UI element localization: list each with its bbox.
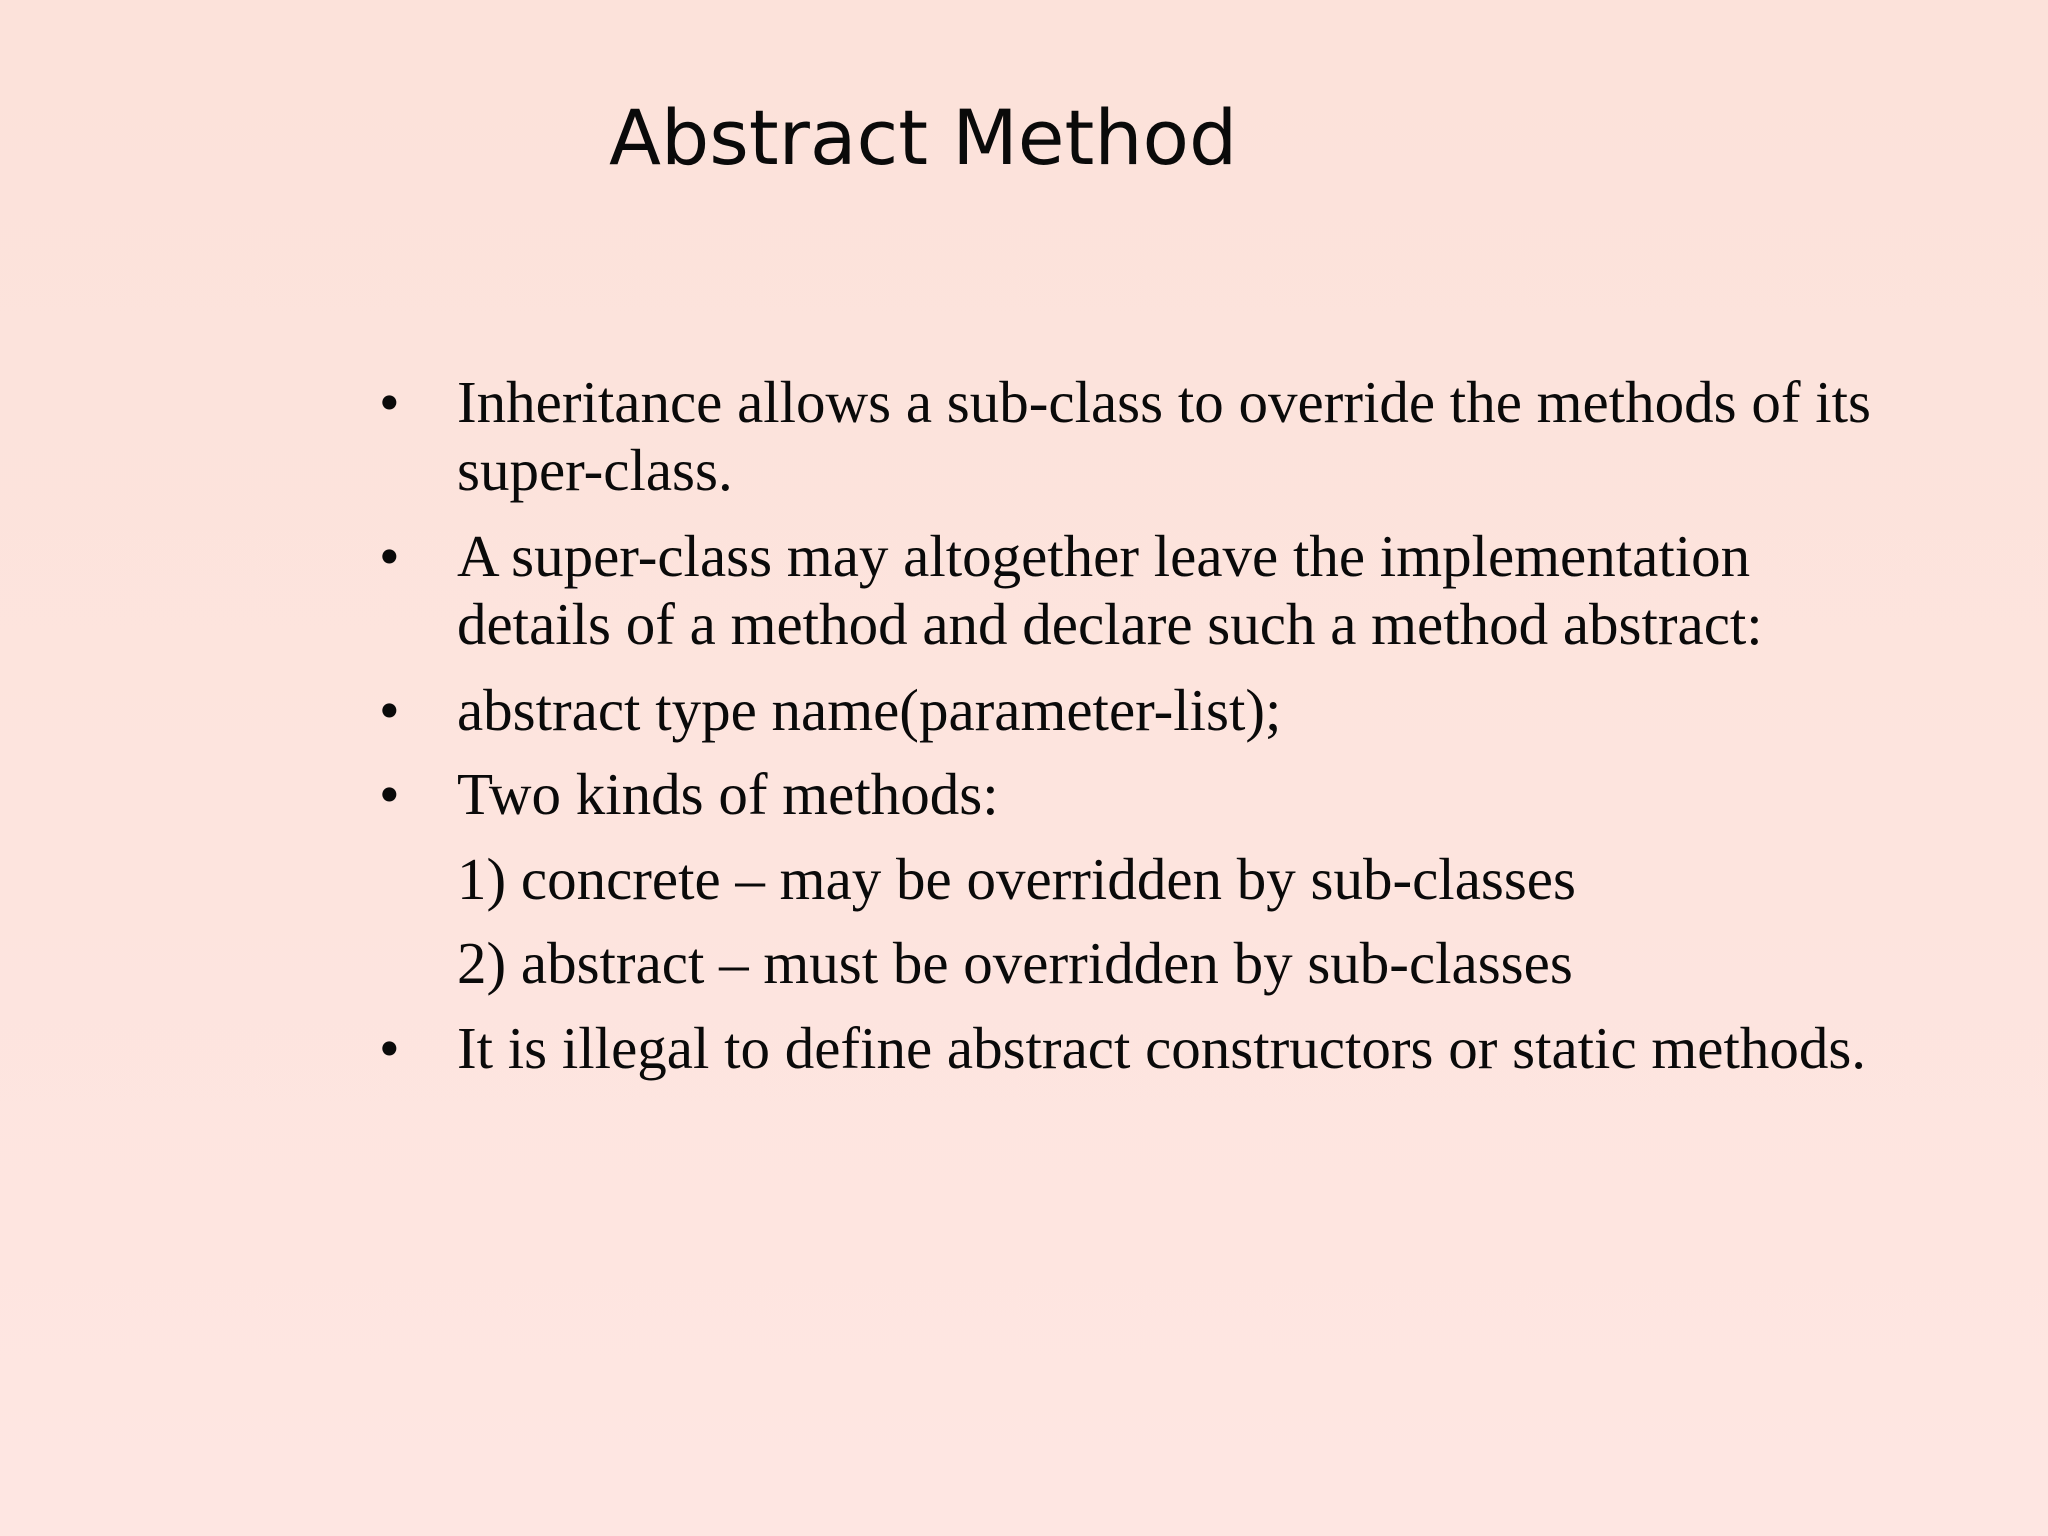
list-item-line: 1) concrete – may be overridden by sub-classes [457, 846, 1576, 912]
list-item [457, 676, 1281, 744]
bullet-icon: • [379, 677, 400, 743]
list-item-line: super-class. [457, 437, 733, 503]
list-item-line: A super-class may altogether leave the implementation [457, 523, 1751, 589]
list-item [457, 1014, 1866, 1082]
bullet-icon: • [379, 1015, 400, 1081]
list-item [457, 760, 999, 828]
bullet-icon: • [379, 761, 400, 827]
bullet-icon: • [379, 523, 400, 589]
list-item [457, 522, 1763, 658]
bullet-icon: • [379, 369, 400, 435]
list-item-line: Inheritance allows a sub-class to override the methods of its [457, 369, 1871, 435]
sub-list-item [457, 929, 1573, 997]
list-item [457, 368, 1871, 504]
list-item-line: 2) abstract – must be overridden by sub-classes [457, 930, 1573, 996]
slide-title: Abstract Method [609, 93, 1238, 182]
list-item-line: details of a method and declare such a method abstract: [457, 591, 1763, 657]
sub-list-item [457, 845, 1576, 913]
list-item-line: abstract type name(parameter-list); [457, 677, 1282, 743]
list-item-line: It is illegal to define abstract constructors or static methods. [457, 1015, 1867, 1081]
list-item-line: Two kinds of methods: [457, 761, 999, 827]
